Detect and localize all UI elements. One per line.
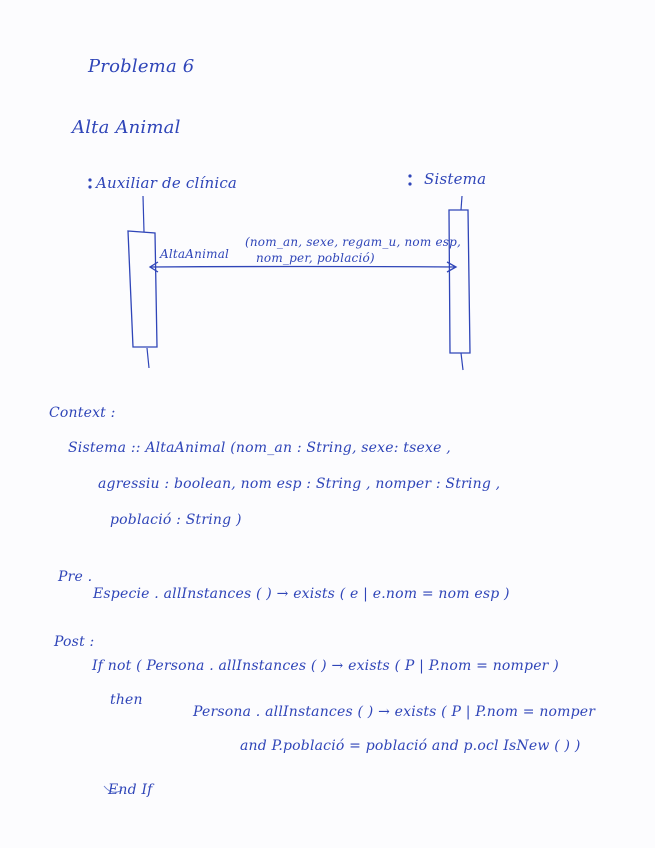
context-label: Context : [49, 405, 116, 421]
page-title: Problema 6 [88, 56, 195, 77]
actor-left-label: Auxiliar de clínica [96, 174, 238, 192]
lifeline-right-bottom [461, 353, 463, 370]
actor-right-label: Sistema [424, 170, 487, 188]
message-name: AltaAnimal [160, 247, 230, 261]
pre-line-1: Especie . allInstances ( ) → exists ( e | e.nom = nom esp ) [93, 586, 510, 602]
post-label: Post : [54, 634, 95, 650]
context-line-3: població : String ) [110, 512, 242, 528]
post-line-3: and P.població = població and p.ocl IsNew ( ) ) [240, 738, 581, 754]
actor-left-colon-dot-top [88, 178, 91, 181]
lifeline-right-top [461, 196, 462, 210]
actor-left-colon-dot-bottom [88, 185, 91, 188]
message-params-line1: (nom_an, sexe, regam_u, nom esp, [245, 235, 461, 249]
post-line-2: Persona . allInstances ( ) → exists ( P | P.nom = nomper [193, 704, 596, 720]
message-params-line2: nom_per, població) [256, 251, 375, 265]
post-then: then [110, 692, 143, 708]
context-line-1: Sistema :: AltaAnimal (nom_an : String, sexe: tsexe , [68, 440, 451, 456]
activation-box-left [128, 231, 157, 347]
page-subtitle: Alta Animal [72, 117, 181, 138]
actor-right-colon-dot-bottom [408, 182, 411, 185]
post-endif: End If [108, 782, 153, 798]
lifeline-left-bottom [147, 348, 149, 368]
message-arrow-line [150, 267, 455, 268]
pre-label: Pre . [58, 569, 93, 585]
lifeline-left-top [143, 196, 144, 232]
post-line-1: If not ( Persona . allInstances ( ) → exists ( P | P.nom = nomper ) [92, 658, 559, 674]
activation-box-right [449, 210, 470, 353]
context-line-2: agressiu : boolean, nom esp : String , nomper : String , [98, 476, 501, 492]
actor-right-colon-dot-top [408, 174, 411, 177]
